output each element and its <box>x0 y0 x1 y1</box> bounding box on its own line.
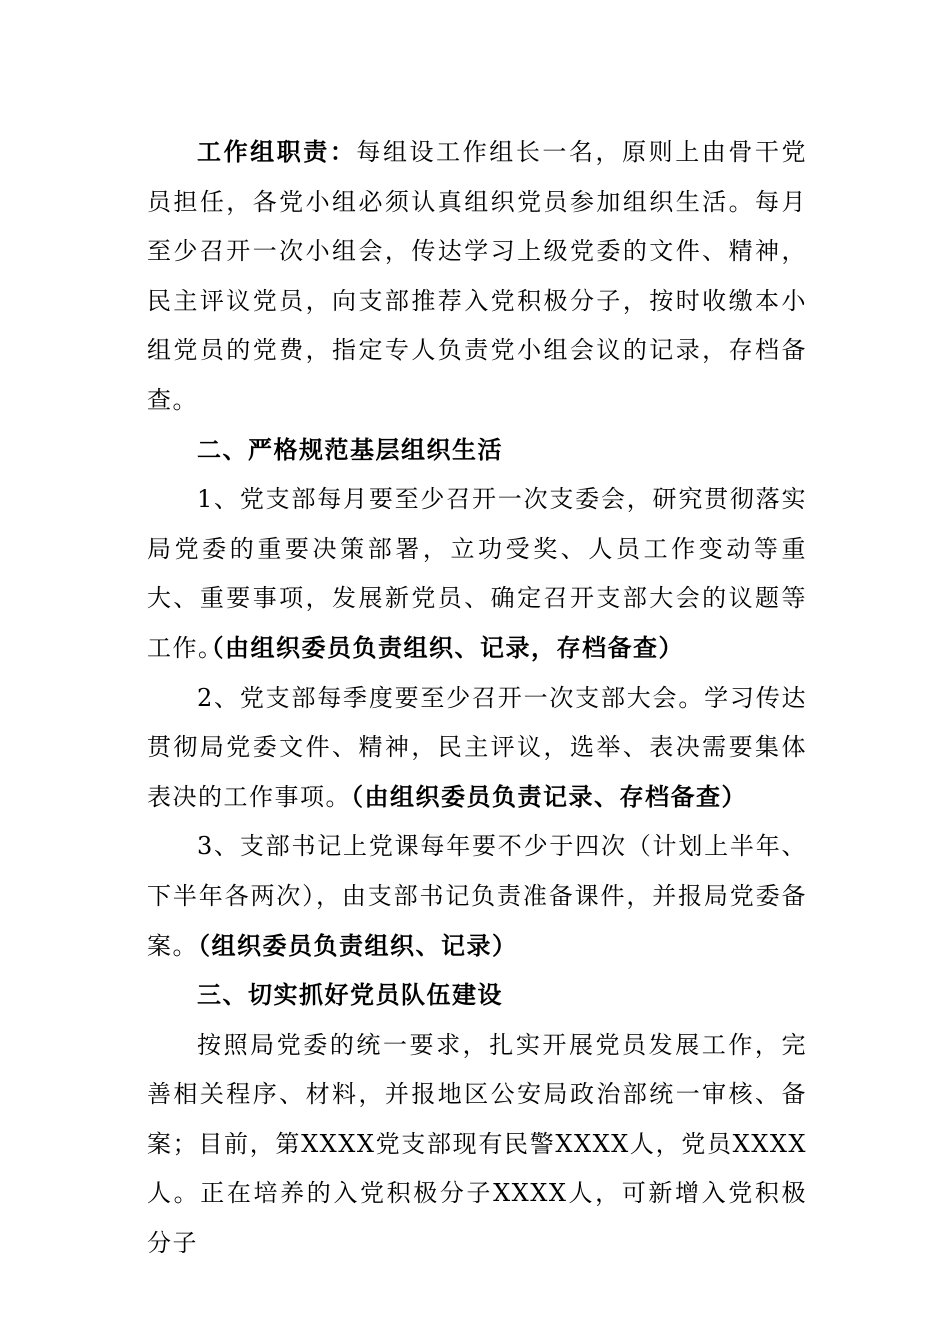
paragraph-text: 3、支部书记上党课每年要不少于四次（计划上半年、下半年各两次），由支部书记负责准备课件，并报局党委备案。 <box>147 832 807 960</box>
paragraph-item-2 <box>147 674 807 823</box>
section-heading-3: 三、切实抓好党员队伍建设 <box>197 981 503 1010</box>
paragraph-text: 2、党支部每季度要至少召开一次支部大会。学习传达贯彻局党委文件、精神，民主评议，选举、表决需要集体表决的工作事项。 <box>147 683 807 811</box>
paragraph-item-3 <box>147 822 807 971</box>
paragraph-text: 按照局党委的统一要求，扎实开展党员发展工作，完善相关程序、材料，并报地区公安局政治部统一审核、备案；目前，第XXXX党支部现有民警XXXX人，党员XXXX人。正在培养的入党积极分子XXXX人，可新增入党积极分子 <box>147 1030 807 1258</box>
paragraph-note: （由组织委员负责组织、记录，存档备查） <box>211 633 684 662</box>
paragraph-text: 1、党支部每月要至少召开一次支委会，研究贯彻落实局党委的重要决策部署，立功受奖、人员工作变动等重大、重要事项，发展新党员、确定召开支部大会的议题等工作。 <box>147 485 807 662</box>
paragraph-working-group-duties <box>147 128 807 426</box>
document-body <box>147 128 807 1269</box>
paragraph-note: （组织委员负责组织、记录） <box>198 931 518 960</box>
paragraph-text: 每组设工作组长一名，原则上由骨干党员担任，各党小组必须认真组织党员参加组织生活。每月至少召开一次小组会，传达学习上级党委的文件、精神，民主评议党员，向支部推荐入党积极分子，按时收缴本小组党员的党费，指定专人负责党小组会议的记录，存档备查。 <box>147 138 808 414</box>
paragraph-item-1 <box>147 475 807 673</box>
paragraph-note: （由组织委员负责记录、存档备查） <box>351 782 747 811</box>
section-heading-2: 二、严格规范基层组织生活 <box>197 435 503 464</box>
paragraph-lead: 工作组职责： <box>197 138 357 166</box>
paragraph-member-development <box>147 1021 807 1269</box>
